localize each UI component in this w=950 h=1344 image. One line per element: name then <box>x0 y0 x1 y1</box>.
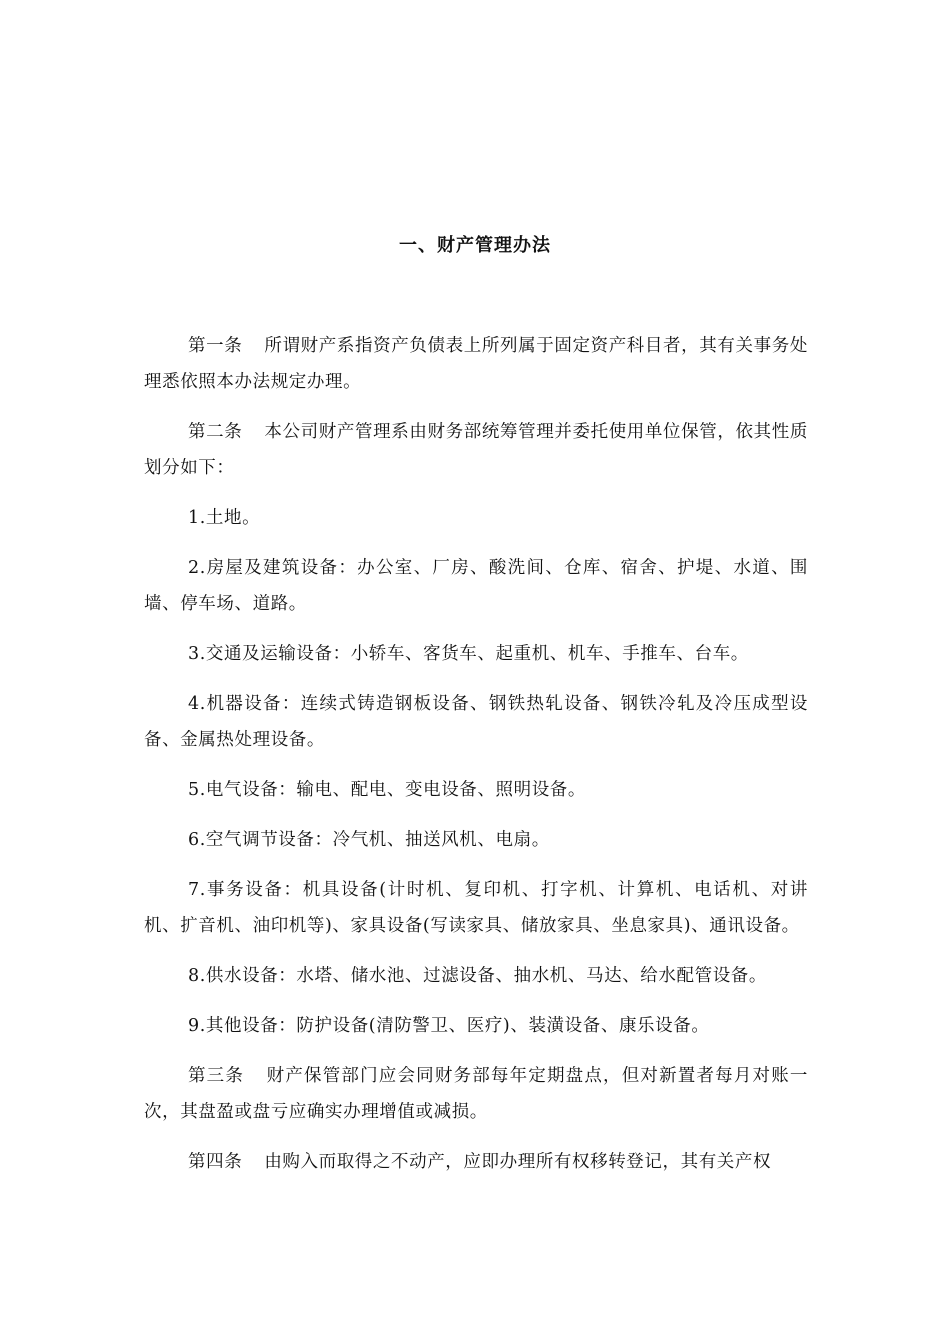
list-item: 6.空气调节设备：冷气机、抽送风机、电扇。 <box>188 830 550 850</box>
list-item: 9.其他设备：防护设备(清防警卫、医疗)、装潢设备、康乐设备。 <box>188 1016 710 1036</box>
list-item: 7.事务设备：机具设备(计时机、复印机、打字机、计算机、电话机、对讲机、扩音机、油印机等)、家具设备(写读家具、储放家具、坐息家具)、通讯设备。 <box>144 880 808 936</box>
article-3 <box>144 1058 808 1130</box>
document-title: 一、财产管理办法 <box>399 235 551 256</box>
list-item: 4.机器设备：连续式铸造钢板设备、钢铁热轧设备、钢铁冷轧及冷压成型设备、金属热处理设备。 <box>144 694 808 750</box>
document-body <box>144 328 808 1194</box>
article-label: 第三条 <box>188 1066 245 1086</box>
article-label: 第二条 <box>188 422 243 442</box>
list-item: 2.房屋及建筑设备：办公室、厂房、酸洗间、仓库、宿舍、护堤、水道、围墙、停车场、道路。 <box>144 558 808 614</box>
article-1 <box>144 328 808 400</box>
article-text: 本公司财产管理系由财务部统筹管理并委托使用单位保管，依其性质划分如下： <box>144 422 808 478</box>
list-item: 8.供水设备：水塔、储水池、过滤设备、抽水机、马达、给水配管设备。 <box>188 966 767 986</box>
article-label: 第四条 <box>188 1152 243 1172</box>
list-item: 3.交通及运输设备：小轿车、客货车、起重机、机车、手推车、台车。 <box>188 644 749 664</box>
article-text: 由购入而取得之不动产，应即办理所有权移转登记，其有关产权 <box>264 1152 772 1172</box>
article-text: 所谓财产系指资产负债表上所列属于固定资产科目者，其有关事务处理悉依照本办法规定办理。 <box>144 336 808 392</box>
list-item: 1.土地。 <box>188 508 261 528</box>
list-item: 5.电气设备：输电、配电、变电设备、照明设备。 <box>188 780 586 800</box>
article-4 <box>144 1144 808 1180</box>
article-2 <box>144 414 808 486</box>
article-label: 第一条 <box>188 336 243 356</box>
article-text: 财产保管部门应会同财务部每年定期盘点，但对新置者每月对账一次，其盘盈或盘亏应确实办理增值或减损。 <box>144 1066 808 1122</box>
